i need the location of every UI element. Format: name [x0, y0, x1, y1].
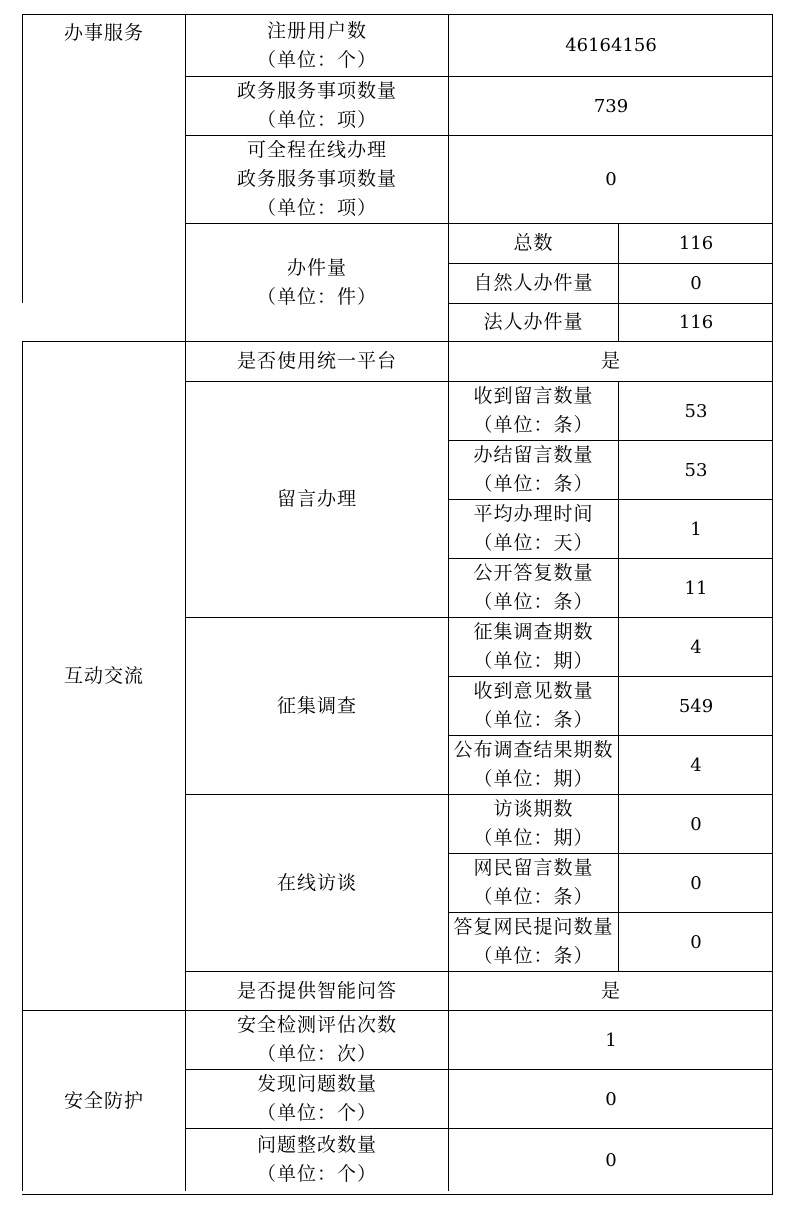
messages-received-value: 53	[618, 381, 773, 440]
survey-opinions-value: 549	[618, 676, 773, 735]
cases-legal-label: 法人办件量	[448, 303, 618, 341]
statistics-table	[22, 14, 773, 1195]
survey-opinions-label: 收到意见数量 （单位：条）	[448, 676, 618, 735]
survey-periods-value: 4	[618, 617, 773, 676]
cases-natural-label: 自然人办件量	[448, 263, 618, 303]
survey-results-value: 4	[618, 735, 773, 794]
interview-answers-label: 答复网民提问数量 （单位：条）	[448, 912, 618, 971]
survey-periods-label: 征集调查期数 （单位：期）	[448, 617, 618, 676]
service-items-value: 739	[448, 76, 773, 135]
messages-label: 留言办理	[185, 381, 448, 617]
interview-periods-value: 0	[618, 794, 773, 853]
messages-concluded-value: 53	[618, 440, 773, 499]
messages-avg-time-value: 1	[618, 499, 773, 558]
messages-public-replies-label: 公开答复数量 （单位：条）	[448, 558, 618, 617]
survey-label: 征集调查	[185, 617, 448, 794]
interview-answers-value: 0	[618, 912, 773, 971]
smart-qa-value: 是	[448, 971, 773, 1010]
unified-platform-value: 是	[448, 341, 773, 381]
service-items-label: 政务服务事项数量 （单位：项）	[185, 76, 448, 135]
cases-legal-value: 116	[618, 303, 773, 341]
interview-messages-value: 0	[618, 853, 773, 912]
cases-label: 办件量 （单位：件）	[185, 223, 448, 341]
security-found-label: 发现问题数量 （单位：个）	[185, 1069, 448, 1128]
cases-total-label: 总数	[448, 223, 618, 263]
online-items-label: 可全程在线办理 政务服务事项数量 （单位：项）	[185, 135, 448, 223]
registered-users-label: 注册用户数 （单位：个）	[185, 14, 448, 76]
interview-label: 在线访谈	[185, 794, 448, 971]
cases-natural-value: 0	[618, 263, 773, 303]
cases-total-value: 116	[618, 223, 773, 263]
section-interaction: 互动交流	[22, 341, 185, 1010]
online-items-value: 0	[448, 135, 773, 223]
security-fixed-label: 问题整改数量 （单位：个）	[185, 1128, 448, 1191]
unified-platform-label: 是否使用统一平台	[185, 341, 448, 381]
messages-avg-time-label: 平均办理时间 （单位：天）	[448, 499, 618, 558]
interview-periods-label: 访谈期数 （单位：期）	[448, 794, 618, 853]
security-fixed-value: 0	[448, 1128, 773, 1191]
interview-messages-label: 网民留言数量 （单位：条）	[448, 853, 618, 912]
security-found-value: 0	[448, 1069, 773, 1128]
section-service: 办事服务	[22, 14, 185, 303]
section-security: 安全防护	[22, 1010, 185, 1191]
messages-received-label: 收到留言数量 （单位：条）	[448, 381, 618, 440]
smart-qa-label: 是否提供智能问答	[185, 971, 448, 1010]
security-checks-label: 安全检测评估次数 （单位：次）	[185, 1010, 448, 1069]
registered-users-value: 46164156	[448, 14, 773, 76]
security-checks-value: 1	[448, 1010, 773, 1069]
messages-public-replies-value: 11	[618, 558, 773, 617]
messages-concluded-label: 办结留言数量 （单位：条）	[448, 440, 618, 499]
survey-results-label: 公布调查结果期数 （单位：期）	[448, 735, 618, 794]
